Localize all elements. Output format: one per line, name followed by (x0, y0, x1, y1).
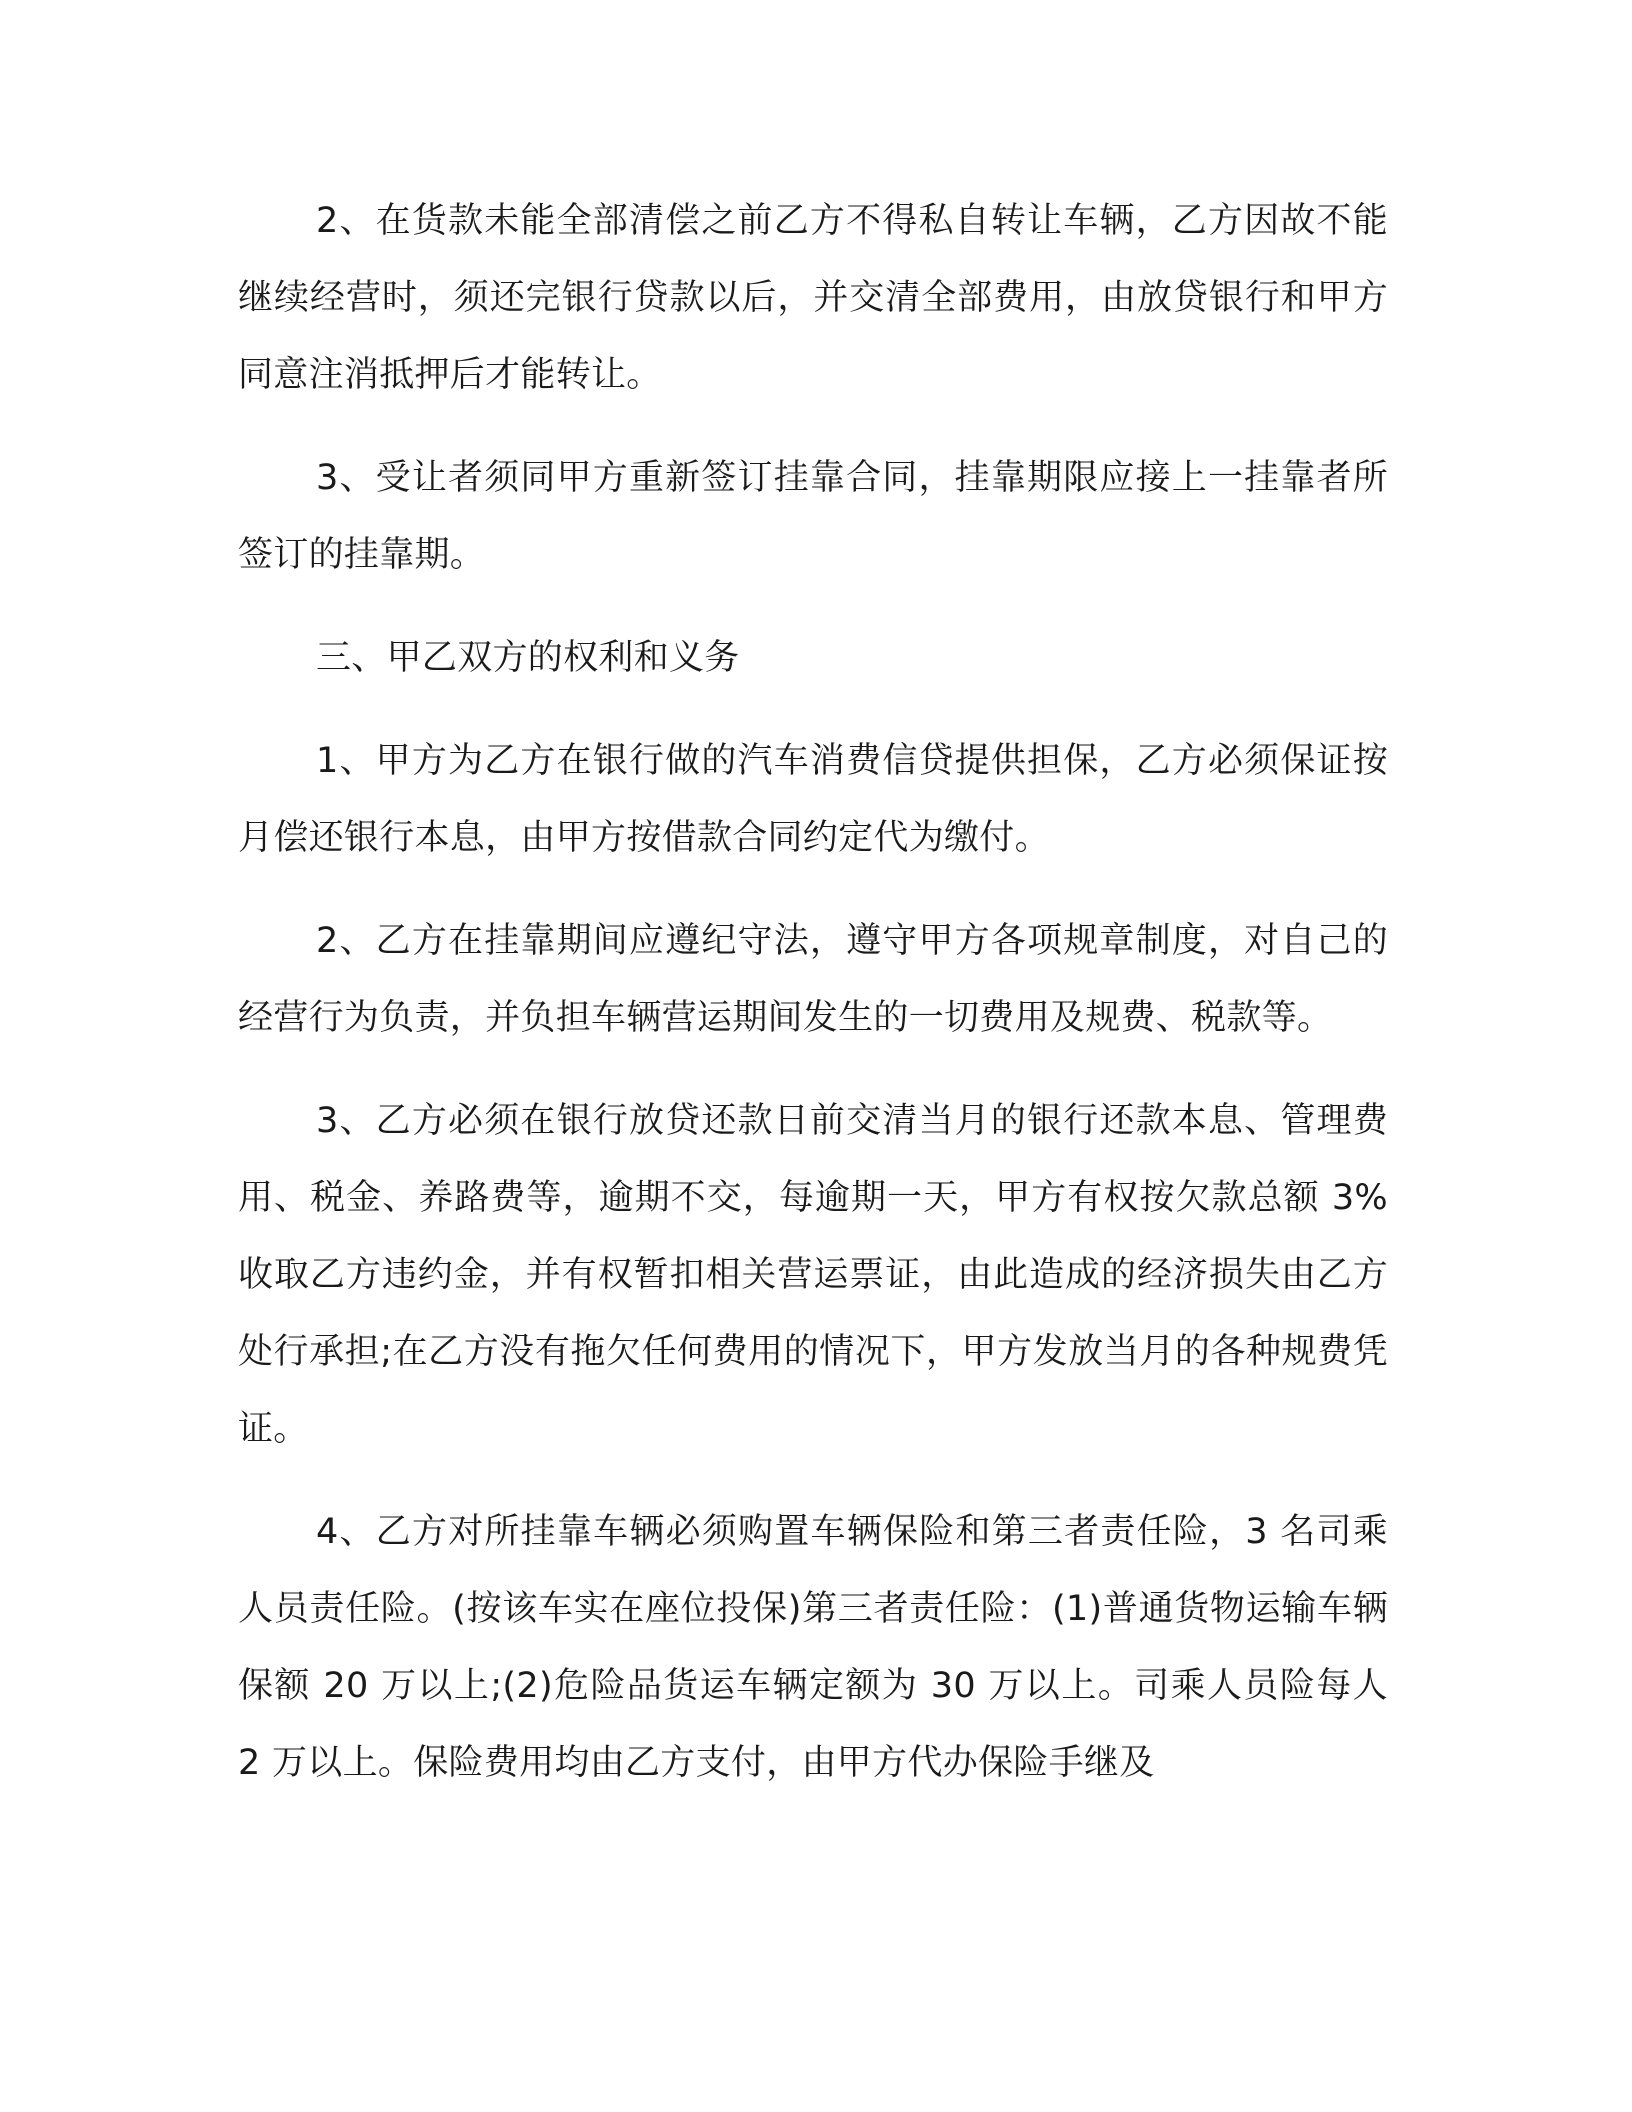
document-body (238, 183, 1388, 1802)
paragraph-rights-2-compliance: 2、乙方在挂靠期间应遵纪守法，遵守甲方各项规章制度，对自己的经营行为负责，并负担车辆营运期间发生的一切费用及规费、税款等。 (238, 921, 1388, 1038)
paragraph-rights-1-guarantee: 1、甲方为乙方在银行做的汽车消费信贷提供担保，乙方必须保证按月偿还银行本息，由甲方按借款合同约定代为缴付。 (238, 741, 1388, 858)
paragraph-clause-2-transfer: 2、在货款未能全部清偿之前乙方不得私自转让车辆，乙方因故不能继续经营时，须还完银行贷款以后，并交清全部费用，由放贷银行和甲方同意注消抵押后才能转让。 (238, 201, 1388, 395)
paragraph-clause-3-transferee: 3、受让者须同甲方重新签订挂靠合同，挂靠期限应接上一挂靠者所签订的挂靠期。 (238, 458, 1388, 575)
section-heading-rights-obligations: 三、甲乙双方的权利和义务 (316, 638, 740, 678)
paragraph-rights-4-insurance: 4、乙方对所挂靠车辆必须购置车辆保险和第三者责任险，3 名司乘人员责任险。(按该车实在座位投保)第三者责任险：(1)普通货物运输车辆保额 20 万以上;(2)危险品货运车辆定额为 30 万以上。司乘人员险每人 2 万以上。保险费用均由乙方支付，由甲方代办保险手继及 (238, 1512, 1388, 1783)
paragraph-rights-3-payment: 3、乙方必须在银行放贷还款日前交清当月的银行还款本息、管理费用、税金、养路费等，逾期不交，每逾期一天，甲方有权按欠款总额 3%收取乙方违约金，并有权暂扣相关营运票证，由此造成的经济损失由乙方处行承担;在乙方没有拖欠任何费用的情况下，甲方发放当月的各种规费凭证。 (238, 1101, 1388, 1449)
